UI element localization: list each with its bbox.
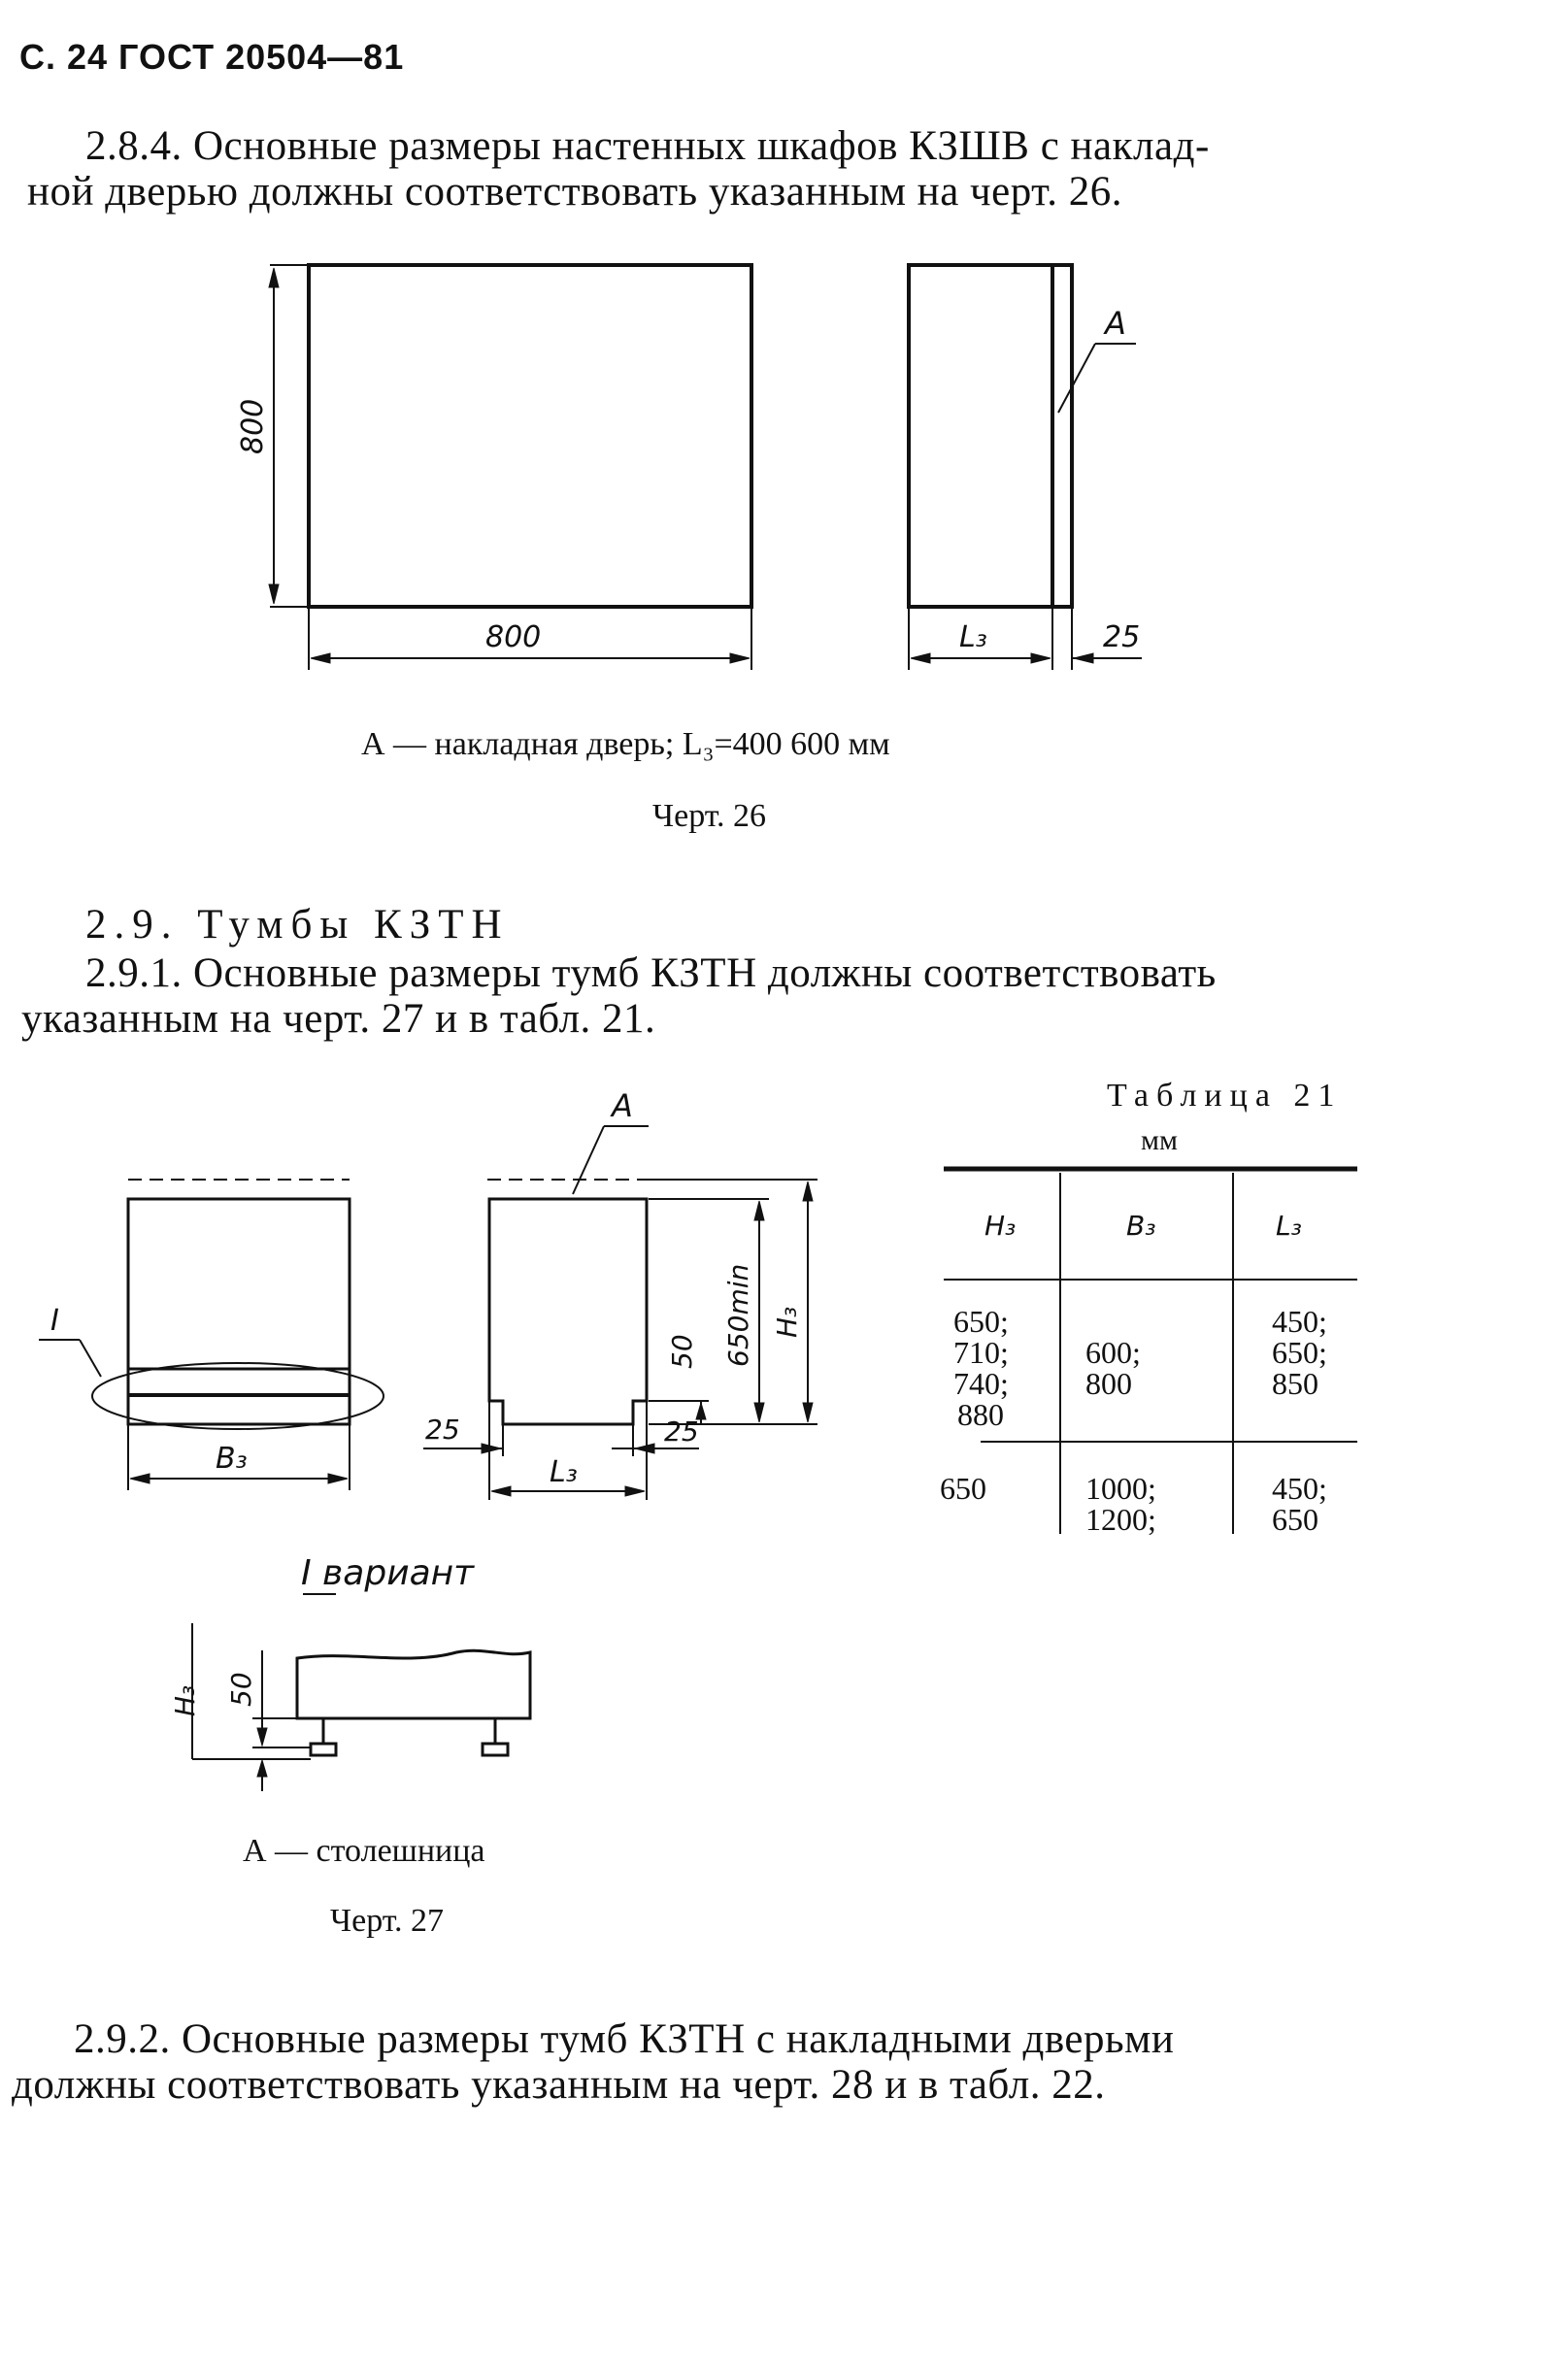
table-cell: 850: [1272, 1366, 1318, 1401]
table-cell: 650;: [1272, 1335, 1327, 1370]
paragraph-292-line2: должны соответствовать указанным на черт. 28 и в табл. 22.: [12, 2062, 1106, 2108]
table-header-b3: B₃: [1126, 1210, 1156, 1242]
variant-i-body: [297, 1650, 530, 1718]
table-cell: 740;: [953, 1366, 1009, 1401]
paragraph-291-line2: указанным на черт. 27 и в табл. 21.: [21, 996, 656, 1042]
dim-650min-label: 650min: [722, 1263, 754, 1367]
table-cell: 880: [957, 1397, 1004, 1432]
table-cell: 450;: [1272, 1471, 1327, 1506]
drawing-27-caption: Черт. 27: [330, 1903, 445, 1939]
page-header: С. 24 ГОСТ 20504—81: [19, 37, 405, 77]
label-a: А: [612, 1087, 633, 1124]
cabinet-side-view: [489, 1199, 647, 1424]
dim-25-right-label: 25: [664, 1415, 699, 1448]
variant-i-label: I вариант: [301, 1553, 475, 1593]
paragraph-284-line2: ной дверью должны соответствовать указанным на черт. 26.: [27, 169, 1122, 215]
table-21-unit: мм: [1141, 1124, 1178, 1156]
table-cell: 1000;: [1085, 1471, 1156, 1506]
dim-25-label: 25: [1103, 620, 1141, 654]
paragraph-292-line1: 2.9.2. Основные размеры тумб КЗТН с накладными дверьми: [74, 2016, 1175, 2062]
dim-l3-label: L₃: [959, 620, 987, 654]
table-cell: 650: [940, 1471, 986, 1506]
variant-dim-h3-label: H₃: [169, 1684, 201, 1716]
dim-width-label: 800: [485, 620, 542, 654]
drawing-27: [0, 1078, 932, 1796]
label-a: А: [1105, 305, 1126, 342]
dim-h3-label: H₃: [771, 1306, 803, 1338]
cabinet-side-view: [909, 265, 1072, 607]
dim-50-label: 50: [666, 1334, 698, 1369]
table-cell: 650: [1272, 1502, 1318, 1537]
label-i: I: [50, 1304, 59, 1338]
section-29-title: 2.9. Тумбы КЗТН: [85, 902, 510, 948]
variant-dim-50-label: 50: [225, 1672, 257, 1707]
drawing-26-caption: Черт. 26: [652, 798, 767, 834]
table-21: [932, 1155, 1359, 1544]
table-header-l3: L₃: [1276, 1210, 1302, 1242]
table-header-h3: H₃: [984, 1210, 1017, 1242]
table-cell: 800: [1085, 1366, 1132, 1401]
paragraph-284-line1: 2.8.4. Основные размеры настенных шкафов КЗШВ с наклад-: [85, 123, 1210, 169]
drawing-26-legend: А — накладная дверь; L₃=400 600 мм: [361, 726, 890, 762]
table-cell: 650;: [953, 1304, 1009, 1339]
table-cell: 600;: [1085, 1335, 1141, 1370]
dim-b3-label: B₃: [216, 1442, 248, 1476]
table-21-title: Таблица 21: [1107, 1078, 1343, 1114]
paragraph-291-line1: 2.9.1. Основные размеры тумб КЗТН должны соответствовать: [85, 950, 1217, 996]
table-cell: 450;: [1272, 1304, 1327, 1339]
dim-height-label: 800: [236, 398, 270, 454]
table-cell: 710;: [953, 1335, 1009, 1370]
dim-25-left-label: 25: [425, 1414, 460, 1446]
dim-l3-label: L₃: [550, 1455, 578, 1489]
table-cell: 1200;: [1085, 1502, 1156, 1537]
drawing-27-legend: А — столешница: [243, 1833, 485, 1869]
cabinet-front-view: [309, 265, 751, 607]
cabinet-front-view: [128, 1199, 350, 1424]
